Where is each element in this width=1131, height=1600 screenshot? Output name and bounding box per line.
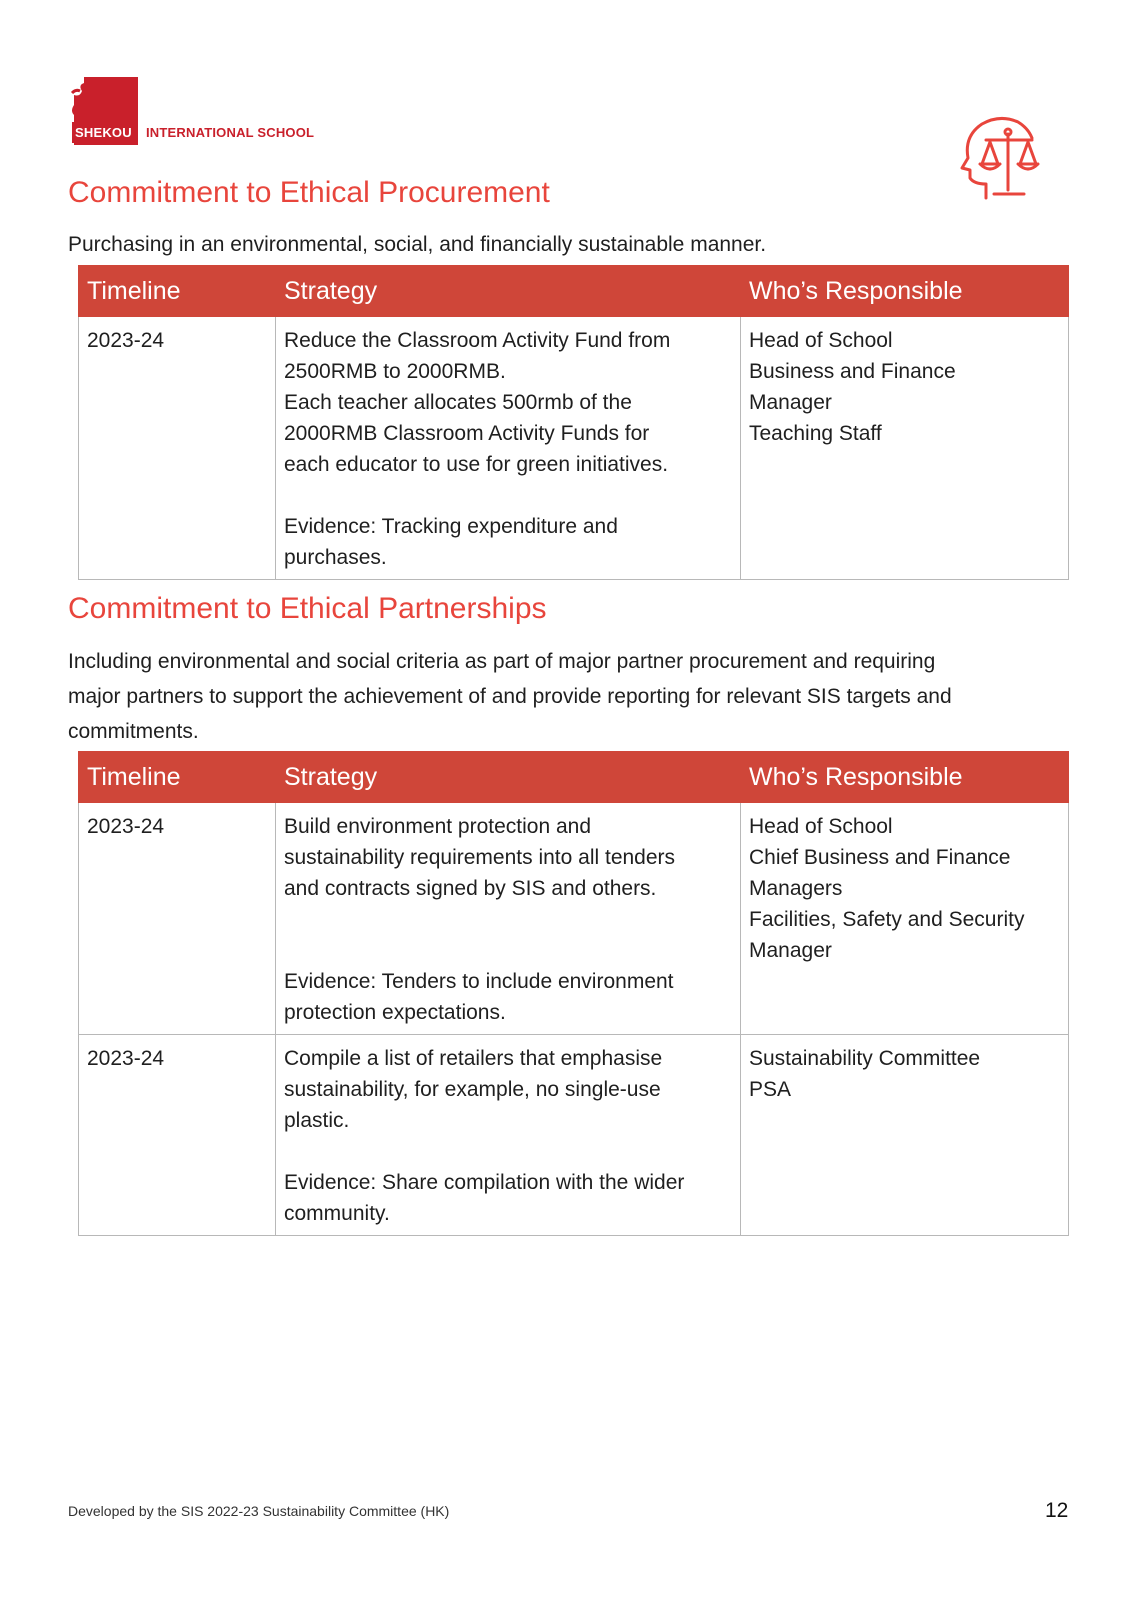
- strategy-line: 2500RMB to 2000RMB.: [284, 360, 506, 383]
- section-intro-partnerships: [68, 644, 1068, 749]
- strategy-line: and contracts signed by SIS and others.: [284, 877, 657, 900]
- responsible-line: Manager: [749, 939, 832, 962]
- table-header-row: [79, 752, 1069, 803]
- cell-responsible: [741, 803, 1069, 1035]
- strategy-line: plastic.: [284, 1109, 350, 1132]
- responsible-line: Sustainability Committee: [749, 1047, 981, 1070]
- partnerships-table: [78, 751, 1069, 1236]
- header-strategy: Strategy: [276, 266, 741, 317]
- cell-strategy: [276, 317, 741, 580]
- evidence-line: community.: [284, 1202, 390, 1225]
- responsible-line: Business and Finance: [749, 360, 956, 383]
- table-header-row: [79, 266, 1069, 317]
- school-logo: [70, 75, 360, 150]
- responsible-line: Teaching Staff: [749, 422, 882, 445]
- cell-timeline: 2023-24: [79, 803, 276, 1035]
- table-row: [79, 803, 1069, 1035]
- section-title-ethical-procurement: Commitment to Ethical Procurement: [68, 176, 550, 209]
- intro-line: major partners to support the achievement of and provide reporting for relevant SIS targets and: [68, 685, 952, 708]
- evidence-line: Evidence: Tracking expenditure and: [284, 515, 618, 538]
- evidence-line: Evidence: Share compilation with the wider: [284, 1171, 685, 1194]
- evidence-line: purchases.: [284, 546, 387, 569]
- page-number: 12: [1045, 1499, 1069, 1522]
- strategy-line: sustainability, for example, no single-use: [284, 1078, 661, 1101]
- strategy-line: Reduce the Classroom Activity Fund from: [284, 329, 671, 352]
- header-responsible: Who’s Responsible: [741, 752, 1069, 803]
- procurement-table: [78, 265, 1069, 580]
- logo-text-international-school: INTERNATIONAL SCHOOL: [146, 125, 315, 140]
- responsible-line: Head of School: [749, 815, 893, 838]
- strategy-line: Each teacher allocates 500rmb of the: [284, 391, 632, 414]
- strategy-line: each educator to use for green initiatives.: [284, 453, 669, 476]
- cell-responsible: [741, 1035, 1069, 1236]
- responsible-line: Manager: [749, 391, 832, 414]
- evidence-line: protection expectations.: [284, 1001, 506, 1024]
- section-title-ethical-partnerships: Commitment to Ethical Partnerships: [68, 592, 547, 625]
- cell-timeline: 2023-24: [79, 1035, 276, 1236]
- section-intro-procurement: Purchasing in an environmental, social, and financially sustainable manner.: [68, 233, 767, 256]
- responsible-line: Facilities, Safety and Security: [749, 908, 1025, 931]
- strategy-line: Build environment protection and: [284, 815, 592, 838]
- header-strategy: Strategy: [276, 752, 741, 803]
- responsible-line: Chief Business and Finance: [749, 846, 1011, 869]
- header-timeline: Timeline: [79, 752, 276, 803]
- cell-strategy: [276, 1035, 741, 1236]
- responsible-line: Managers: [749, 877, 843, 900]
- ethics-head-scales-icon: [944, 112, 1054, 202]
- evidence-line: Evidence: Tenders to include environment: [284, 970, 674, 993]
- header-timeline: Timeline: [79, 266, 276, 317]
- table-row: [79, 1035, 1069, 1236]
- cell-strategy: [276, 803, 741, 1035]
- strategy-line: Compile a list of retailers that emphasise: [284, 1047, 663, 1070]
- intro-line: Including environmental and social criteria as part of major partner procurement and requiring: [68, 650, 936, 673]
- cell-responsible: [741, 317, 1069, 580]
- table-row: [79, 317, 1069, 580]
- responsible-line: PSA: [749, 1078, 792, 1101]
- responsible-line: Head of School: [749, 329, 893, 352]
- strategy-line: 2000RMB Classroom Activity Funds for: [284, 422, 650, 445]
- header-responsible: Who’s Responsible: [741, 266, 1069, 317]
- logo-text-shekou: SHEKOU: [72, 122, 135, 143]
- cell-timeline: 2023-24: [79, 317, 276, 580]
- strategy-line: sustainability requirements into all tenders: [284, 846, 676, 869]
- footer-credit: Developed by the SIS 2022-23 Sustainability Committee (HK): [68, 1503, 450, 1519]
- intro-line: commitments.: [68, 720, 199, 743]
